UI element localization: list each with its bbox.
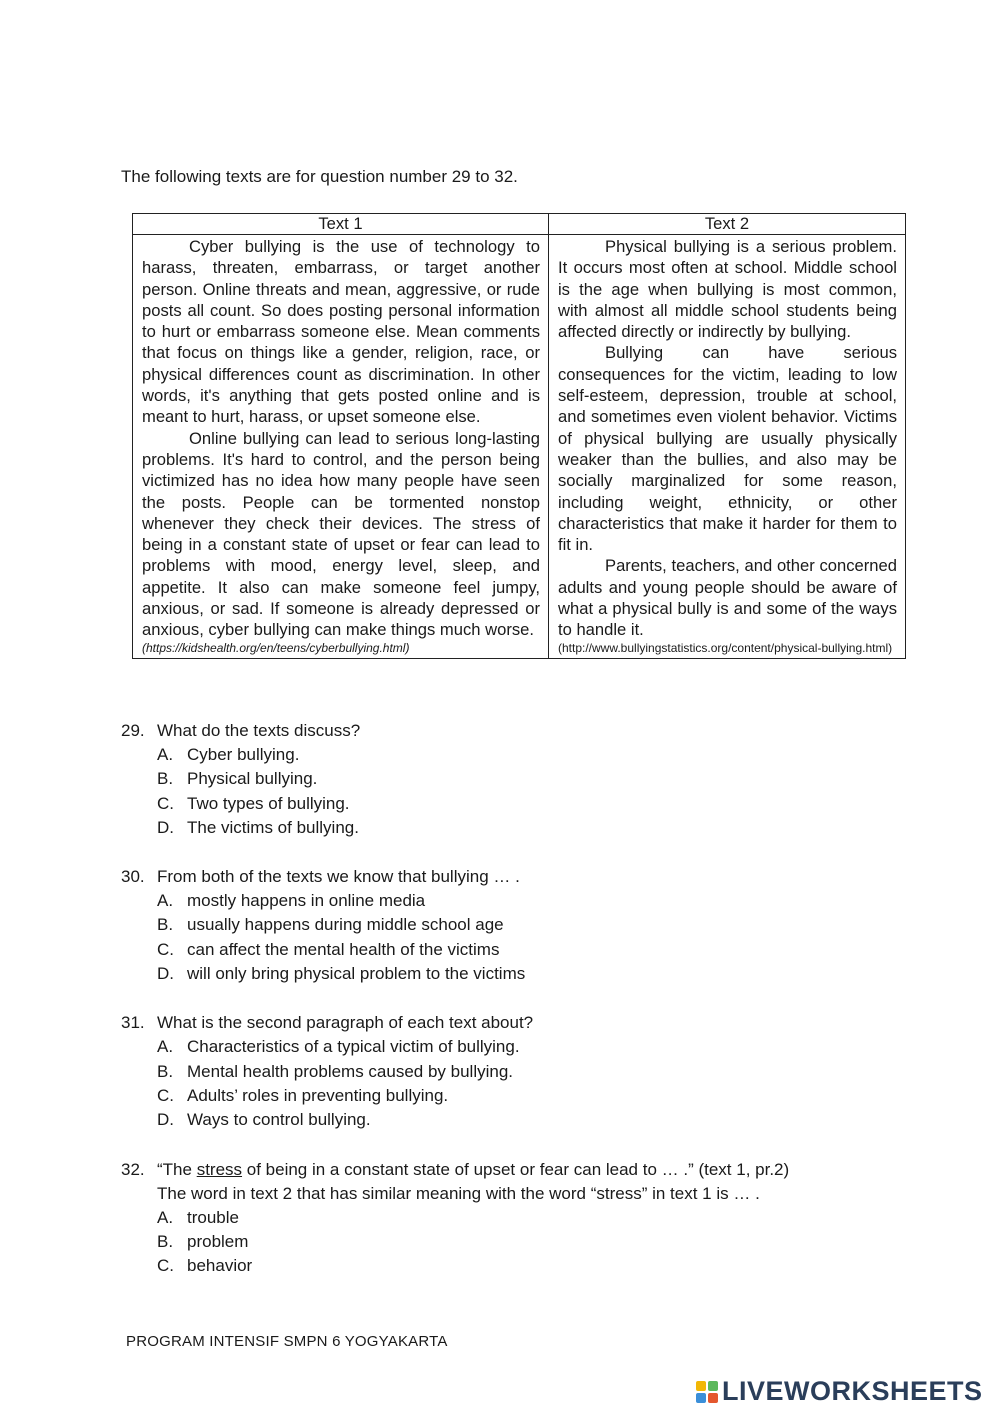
text2-paragraph-2: Bullying can have serious consequences for the victim, leading to low self-esteem, depression, trouble at school, and sometimes even violent behavior. Victims of physical bullying are usually physically weaker than the bullies, and also may be socially marginalized for some reason, including weight, ethnicity, or other characteristics that make it harder for them to fit in. xyxy=(558,343,897,555)
option-text: Mental health problems caused by bullying. xyxy=(187,1061,514,1081)
option-b[interactable] xyxy=(157,913,901,937)
option-letter: A. xyxy=(157,745,174,764)
option-letter: D. xyxy=(157,964,174,984)
logo-grid-icon xyxy=(696,1381,718,1403)
question-29 xyxy=(121,719,901,840)
page-footer: PROGRAM INTENSIF SMPN 6 YOGYAKARTA xyxy=(126,1333,448,1350)
option-text: mostly happens in online media xyxy=(187,891,426,911)
questions-section xyxy=(121,719,901,1303)
text1-header: Text 1 xyxy=(133,214,549,235)
option-d[interactable] xyxy=(157,962,901,986)
question-number: 31. xyxy=(121,1013,145,1033)
option-text: Physical bullying. xyxy=(187,769,318,789)
reading-texts-table xyxy=(132,213,906,659)
question-stem-line-2: The word in text 2 that has similar meaning with the word “stress” in text 1 is … . xyxy=(157,1183,760,1203)
option-text: The victims of bullying. xyxy=(187,817,359,837)
option-a[interactable] xyxy=(157,1035,901,1059)
option-d[interactable] xyxy=(157,816,901,840)
question-stem: What do the texts discuss? xyxy=(157,721,361,740)
option-text: Cyber bullying. xyxy=(187,745,300,764)
option-text: Characteristics of a typical victim of bullying. xyxy=(187,1037,520,1057)
liveworksheets-logo[interactable] xyxy=(696,1376,983,1407)
stem-quote-end: of being in a constant state of upset or fear can lead to … .” (text 1, pr.2) xyxy=(242,1159,790,1179)
stem-quote-start: “The xyxy=(157,1159,197,1179)
text2-paragraph-3: Parents, teachers, and other concerned adults and young people should be aware of what a physical bully is and some of the ways to handle it. xyxy=(558,556,897,640)
text2-header: Text 2 xyxy=(549,214,906,235)
option-d[interactable] xyxy=(157,1108,901,1132)
option-a[interactable] xyxy=(157,1206,901,1230)
option-text: can affect the mental health of the victims xyxy=(187,939,500,959)
option-a[interactable] xyxy=(157,743,901,767)
option-letter: B. xyxy=(157,1061,174,1081)
question-31 xyxy=(121,1011,901,1132)
question-32 xyxy=(121,1158,901,1279)
option-b[interactable] xyxy=(157,767,901,791)
option-letter: B. xyxy=(157,915,174,935)
option-letter: B. xyxy=(157,1231,174,1251)
question-number: 29. xyxy=(121,721,145,740)
text1-cell xyxy=(133,235,549,659)
option-text: Two types of bullying. xyxy=(187,793,350,813)
option-text: problem xyxy=(187,1231,249,1251)
option-letter: D. xyxy=(157,817,174,837)
option-letter: C. xyxy=(157,1085,174,1105)
option-text: trouble xyxy=(187,1207,239,1227)
option-c[interactable] xyxy=(157,1084,901,1108)
option-letter: C. xyxy=(157,939,174,959)
text2-cell xyxy=(549,235,906,659)
option-letter: C. xyxy=(157,1256,174,1276)
question-stem: From both of the texts we know that bullying … . xyxy=(157,867,520,887)
text2-paragraph-1: Physical bullying is a serious problem. It occurs most often at school. Middle school is the age when bullying is most common, with almost all middle school students being affected directly or indirectly by bullying. xyxy=(558,237,897,342)
intro-text: The following texts are for question number 29 to 32. xyxy=(121,167,518,186)
option-letter: A. xyxy=(157,1037,174,1057)
option-letter: D. xyxy=(157,1110,174,1130)
option-letter: C. xyxy=(157,793,174,813)
option-text: usually happens during middle school age xyxy=(187,915,504,935)
question-number: 32. xyxy=(121,1159,145,1179)
option-letter: A. xyxy=(157,891,174,911)
question-stem: What is the second paragraph of each text about? xyxy=(157,1013,534,1033)
option-text: Ways to control bullying. xyxy=(187,1110,371,1130)
option-letter: A. xyxy=(157,1207,174,1227)
text1-paragraph-2: Online bullying can lead to serious long-lasting problems. It's hard to control, and the person being victimized has no idea how many people have seen the posts. People can be tormented nonstop whenever they check their devices. The stress of being in a constant state of upset or fear can lead to problems with mood, energy level, sleep, and appetite. It also can make someone feel jumpy, anxious, or sad. If someone is already depressed or anxious, cyber bullying can make things much worse. xyxy=(142,428,540,640)
option-text: behavior xyxy=(187,1256,253,1276)
text1-paragraph-1: Cyber bullying is the use of technology to harass, threaten, embarrass, or target another person. Online threats and mean, aggressive, or rude posts all count. So does posting personal information to hurt or embarrass someone else. Mean comments that focus on things like a gender, religion, race, or physical differences count as discrimination. In other words, it's anything that gets posted online and is meant to hurt, harass, or upset someone else. xyxy=(142,237,540,427)
question-number: 30. xyxy=(121,867,145,887)
question-stem xyxy=(157,1158,789,1182)
option-a[interactable] xyxy=(157,889,901,913)
option-b[interactable] xyxy=(157,1230,901,1254)
text1-source: (https://kidshealth.org/en/teens/cyberbullying.html) xyxy=(142,640,410,655)
logo-text: LIVEWORKSHEETS xyxy=(722,1376,983,1406)
underlined-word: stress xyxy=(196,1159,243,1179)
option-c[interactable] xyxy=(157,792,901,816)
option-text: Adults’ roles in preventing bullying. xyxy=(187,1085,449,1105)
option-b[interactable] xyxy=(157,1060,901,1084)
option-letter: B. xyxy=(157,769,174,789)
option-text: will only bring physical problem to the victims xyxy=(187,964,526,984)
text2-source: (http://www.bullyingstatistics.org/content/physical-bullying.html) xyxy=(558,640,893,655)
option-c[interactable] xyxy=(157,938,901,962)
option-c[interactable] xyxy=(157,1254,901,1278)
question-30 xyxy=(121,865,901,986)
